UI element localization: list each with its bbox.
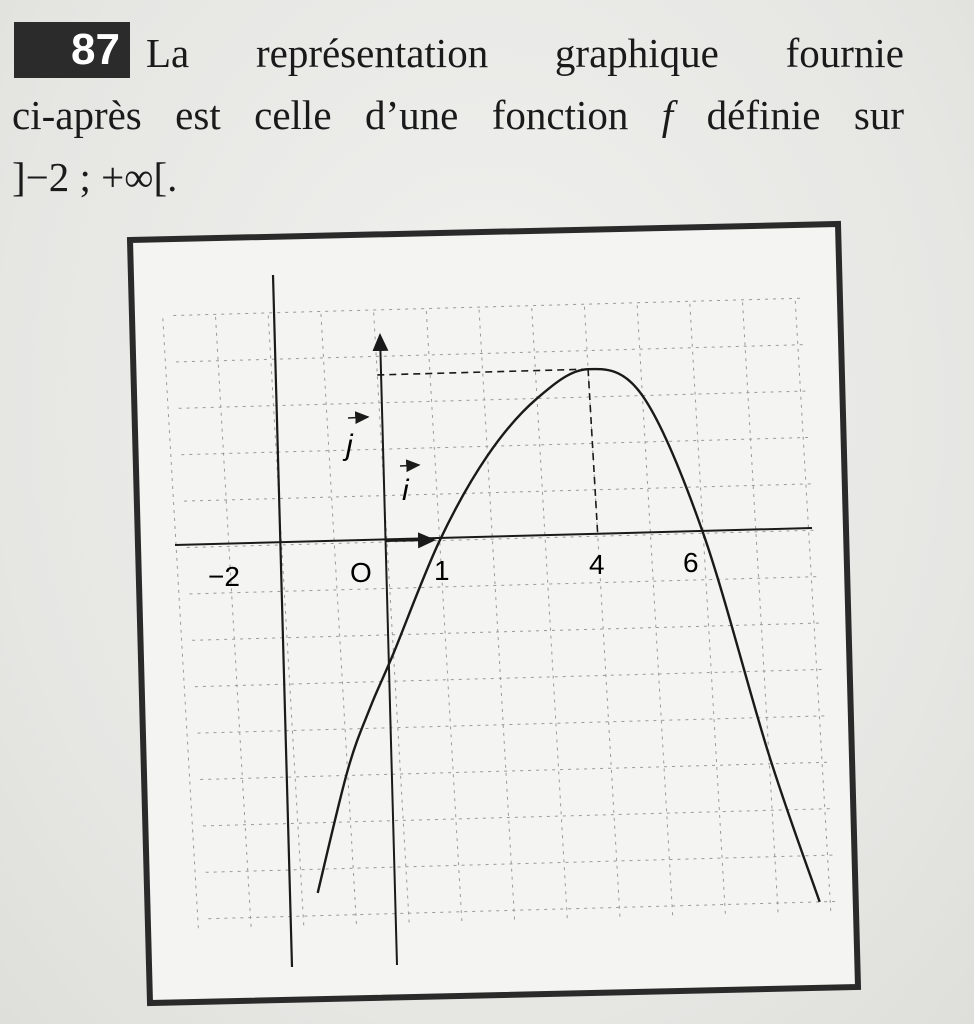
graph-frame xyxy=(130,224,858,1003)
function-symbol: f xyxy=(661,92,674,138)
exercise-number: 87 xyxy=(71,25,120,74)
unit-vector-i-arrow xyxy=(385,540,434,541)
tick-label-1: 1 xyxy=(434,555,450,586)
statement-line-2-start: ci-après est celle d’une fonction xyxy=(12,92,662,138)
origin-label: O xyxy=(350,557,372,588)
statement-line-1-text: La représentation graphique fournie xyxy=(146,30,904,76)
vector-i-letter: i xyxy=(402,474,409,507)
vector-i-over-arrow xyxy=(400,465,419,466)
tick-label-4: 4 xyxy=(589,549,605,580)
tick-label-minus-2: −2 xyxy=(208,561,240,592)
tick-label-6: 6 xyxy=(683,547,699,578)
vector-j-letter: j xyxy=(346,429,353,462)
statement-line-2-end: définie sur xyxy=(673,92,904,138)
vector-j-over-arrow xyxy=(348,417,368,418)
statement-line-3: ]−2 ; +∞[. xyxy=(12,154,178,200)
